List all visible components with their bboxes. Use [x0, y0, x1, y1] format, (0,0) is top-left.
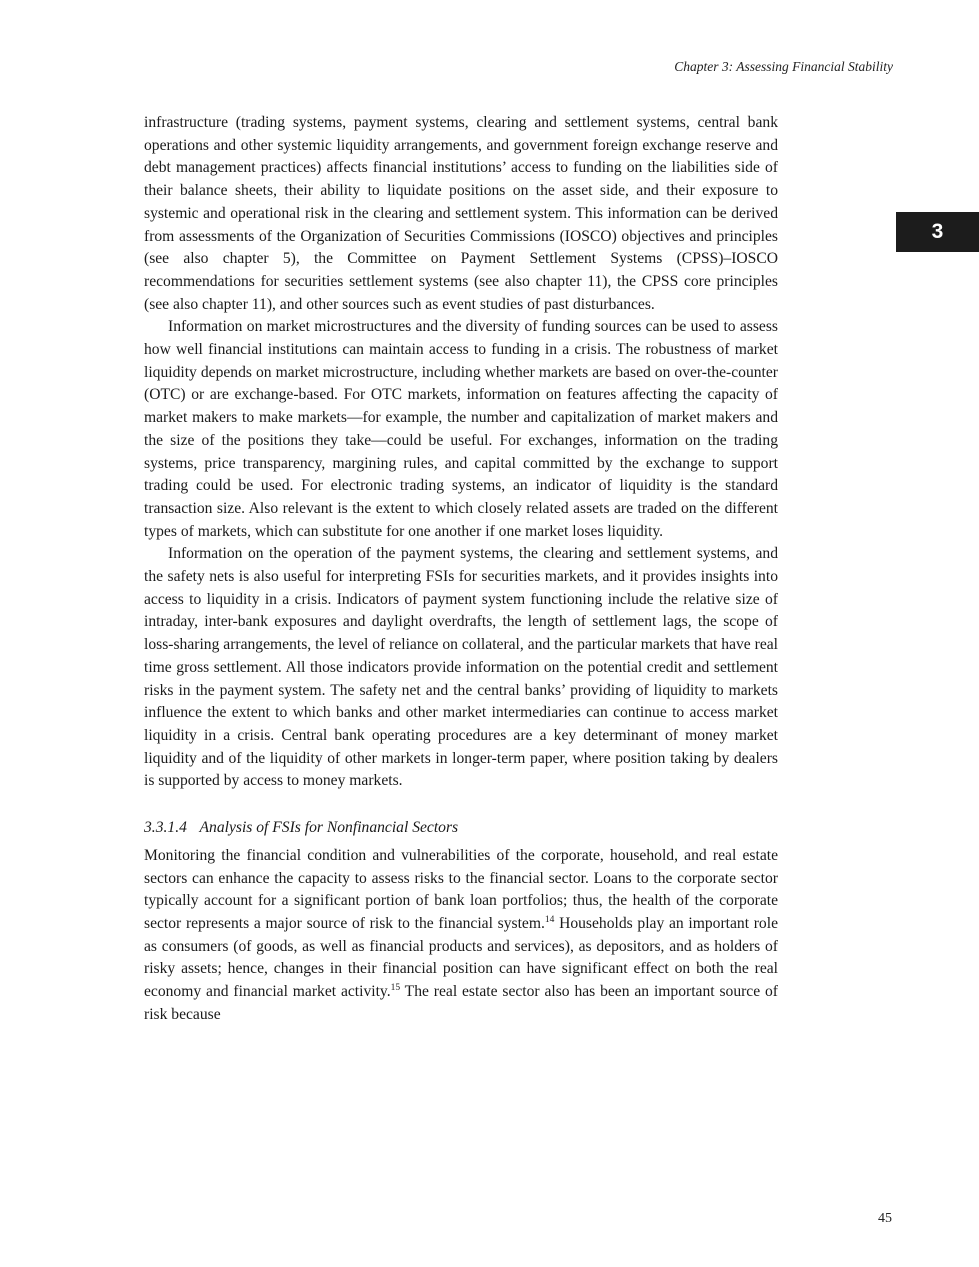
paragraph-nonfinancial-sectors — [144, 845, 778, 1027]
running-head: Chapter 3: Assessing Financial Stability — [674, 59, 893, 74]
paragraph-payment-systems: Information on the operation of the payment systems, the clearing and settlement systems, and the safety nets is also useful for interpreting FSIs for securities markets, and it provides insights into access to liquidity in a crisis. Indicators of payment system functioning include the relative size of intraday, inter-bank exposures and daylight overdrafts, the length of settlement lags, the scope of loss-sharing arrangements, the level of reliance on collateral, and the particular markets that have real time gross settlement. All those indicators provide information on the potential credit and settlement risks in the payment system. The safety net and the central banks’ providing of liquidity to markets influence the extent to which banks and other market intermediaries can continue to access market liquidity in a crisis. Central bank operating procedures are a key determinant of money market liquidity and of the liquidity of other markets in longer-term paper, where position taking by dealers is supported by access to money markets. — [144, 545, 778, 790]
paragraph-market-microstructure: Information on market microstructures and the diversity of funding sources can be used to assess how well financial institutions can maintain access to funding in a crisis. The robustness of market liquidity depends on market microstructure, including whether markets are based on over-the-counter (OTC) or are exchange-based. For OTC markets, information on features affecting the capacity of market makers to make markets—for example, the number and capitalization of market makers and the size of the positions they take—could be useful. For exchanges, information on the trading systems, price transparency, margining rules, and capital committed by the exchange to support trading could be used. For electronic trading systems, an indicator of liquidity is the standard transaction size. Also relevant is the extent to which closely related assets are traded on the different types of markets, which can substitute for one another if one market loses liquidity. — [144, 318, 778, 540]
section-heading — [144, 817, 778, 840]
footnote-ref-14: 14 — [544, 914, 555, 925]
chapter-tab: 3 — [896, 212, 979, 252]
paragraph-text-part: Monitoring the financial condition and vulnerabilities of the corporate, household, and real estate sectors can enhance the capacity to assess risks to the financial sector. Loans to the corporate sector typically account for a significant portion of bank loan portfolios; thus, the health of the corporate sector represents a major source of risk to the financial system. — [144, 846, 778, 932]
footnote-ref-15: 15 — [390, 983, 401, 994]
page-number: 45 — [878, 1211, 892, 1226]
paragraph-text-part: Households play an important role as consumers (of goods, as well as financial products and services), as depositors, and as holders of risky assets; hence, changes in their financial position can have significant effect on both the real economy and financial market activity. — [144, 914, 778, 1001]
paragraph-text-part: The real estate sector also has been an important source of risk because — [144, 983, 778, 1023]
section-number: 3.3.1.4 — [144, 819, 187, 837]
paragraph-continuation: infrastructure (trading systems, payment systems, clearing and settlement systems, central bank operations and other systemic liquidity arrangements, and government foreign exchange reserve and debt management practices) affects financial institutions’ access to funding on the liabilities side of their balance sheets, their ability to liquidate positions on the asset side, and their exposure to systemic and operational risk in the clearing and settlement system. This information can be derived from assessments of the Organization of Securities Commissions (IOSCO) objectives and principles (see also chapter 5), the Committee on Payment Settlement Systems (CPSS)–IOSCO recommendations for securities settlement systems (see also chapter 11), the CPSS core principles (see also chapter 11), and other sources such as event studies of past disturbances. — [144, 114, 778, 313]
section-title: Analysis of FSIs for Nonfinancial Sectors — [199, 819, 459, 837]
body-text — [144, 112, 778, 1026]
